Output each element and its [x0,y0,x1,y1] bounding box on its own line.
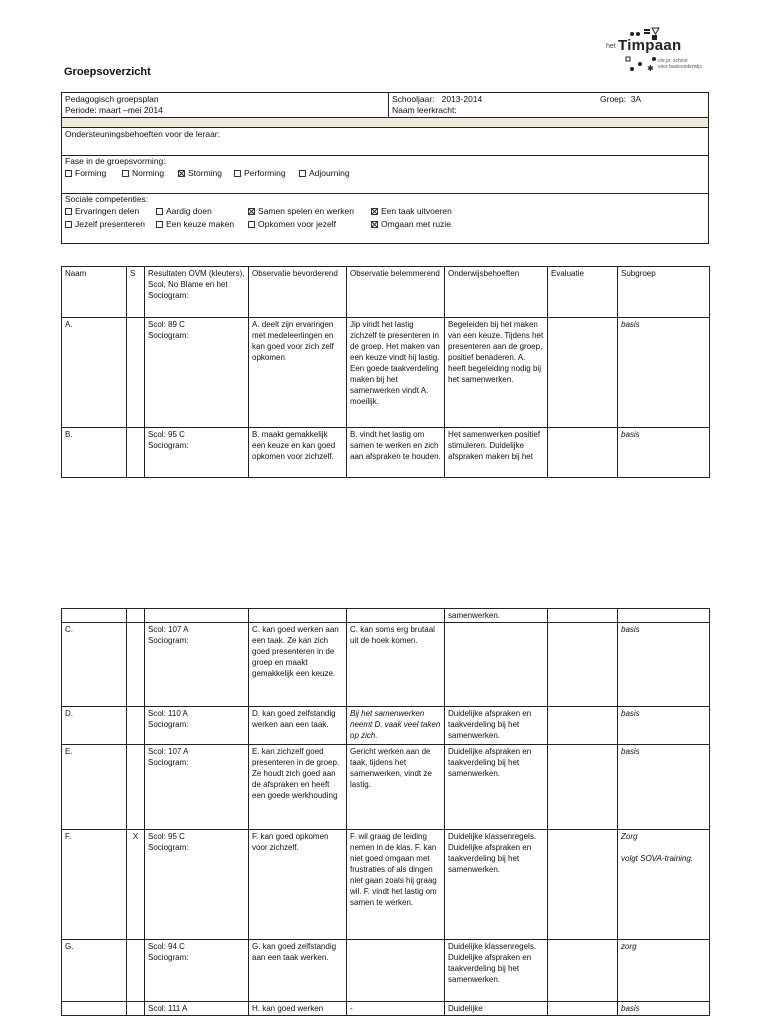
support-mark [127,1002,145,1016]
student-name: E. [62,745,127,830]
col-header-subgroup: Subgroep [618,267,710,318]
header-spacer [62,118,708,128]
student-name: B. [62,428,127,478]
subgroup-cell: basis [618,707,710,745]
support-mark [127,745,145,830]
checked-box-icon[interactable] [248,208,255,215]
document-title: Groepsoverzicht [64,66,151,78]
results-cell: Scol: 94 C Sociogram: [145,940,249,1002]
checkbox-icon[interactable] [156,208,163,215]
group-overview-table [61,266,710,478]
negative-observation: C. kan soms erg brutaal uit de hoek komen. [347,623,445,707]
positive-observation: C. kan goed werken aan een taak. Ze kan zich goed presenteren in de groep en maakt gemakkelijk een keuze. [249,623,347,707]
group-phase-row [62,156,708,194]
educational-needs: Duidelijke [445,1002,548,1016]
evaluation-cell [548,428,618,478]
phase-norming-option[interactable]: Norming [122,168,164,178]
social-label: Sociale competenties: [65,194,149,204]
positive-observation: G. kan goed zelfstandig aan een taak werken. [249,940,347,1002]
evaluation-cell [548,745,618,830]
results-cell: Scol: 107 A Sociogram: [145,745,249,830]
educational-needs [445,623,548,707]
negative-observation: Bij het samenwerken neemt D. vaak veel taken op zich. [347,707,445,745]
educational-needs: Duidelijke klassenregels. Duidelijke afspraken en taakverdeling bij het samenwerken. [445,940,548,1002]
student-name: G. [62,940,127,1002]
col-header-results: Resultaten OVM (kleuters), Scol, No Blame en het Sociogram: [145,267,249,318]
phase-performing-option[interactable]: Performing [234,168,286,178]
table-row [62,428,710,478]
evaluation-cell [548,707,618,745]
positive-observation: F. kan goed opkomen voor zichzelf. [249,830,347,940]
support-mark [127,318,145,428]
svg-text:✱: ✱ [647,64,654,73]
checkbox-icon[interactable] [122,170,129,177]
support-needs-row [62,128,708,156]
plan-info-row [62,93,708,118]
educational-needs: Duidelijke afspraken en taakverdeling bij het samenwerken. [445,745,548,830]
subgroup-cell: basis [618,318,710,428]
evaluation-cell [548,1002,618,1016]
evaluation-cell [548,830,618,940]
logo-tagline-1: chr.pr. school [658,58,688,64]
results-cell: Scol: 89 C Sociogram: [145,318,249,428]
period-label: Periode: maart –mei 2014 [65,105,163,115]
positive-observation: D. kan goed zelfstandig werken aan een taak. [249,707,347,745]
support-needs-label: Ondersteuningsbehoeften voor de leraar: [65,129,220,139]
checkbox-icon[interactable] [248,221,255,228]
checkbox-icon[interactable] [234,170,241,177]
negative-observation: F. wil graag de leiding nemen in de klas. F. kan niet goed omgaan met frustraties of als dingen niet gaan zoals hij graag wil. F. vindt het lastig om samen te werken. [347,830,445,940]
table-header-row [62,267,710,318]
social-keuze-maken-option[interactable]: Een keuze maken [156,219,234,229]
plan-header [61,92,709,244]
group-overview-table-continued [61,608,710,1016]
results-cell: Scol: 95 C Sociogram: [145,428,249,478]
results-cell: Scol: 111 A [145,1002,249,1016]
subgroup-cell: basis [618,745,710,830]
social-opkomen-option[interactable]: Opkomen voor jezelf [248,219,336,229]
support-mark: X [127,830,145,940]
logo-name: Timpaan [618,37,682,54]
phase-adjourning-option[interactable]: Adjourning [299,168,350,178]
table-row [62,707,710,745]
support-mark [127,707,145,745]
table-row [62,623,710,707]
teacher-label: Naam leerkracht: [392,105,457,115]
student-name: F. [62,830,127,940]
social-aardig-doen-option[interactable]: Aardig doen [156,206,212,216]
negative-observation [347,940,445,1002]
social-samen-spelen-option[interactable]: Samen spelen en werken [248,206,354,216]
logo-prefix: het [606,43,616,50]
table-row [62,745,710,830]
col-header-evaluation: Evaluatie [548,267,618,318]
social-taak-uitvoeren-option[interactable]: Een taak uitvoeren [371,206,452,216]
checked-box-icon[interactable] [178,170,185,177]
subgroup-cell: basis [618,1002,710,1016]
negative-observation: Jip vindt het lastig zichzelf te presenteren in de groep. Het maken van een keuze vindt hij lastig. Een goede taakverdeling maken bij het samenwerken vindt A. moeilijk. [347,318,445,428]
support-mark [127,940,145,1002]
evaluation-cell [548,940,618,1002]
positive-observation: H. kan goed werken [249,1002,347,1016]
results-cell: Scol: 110 A Sociogram: [145,707,249,745]
positive-observation: B. maakt gemakkelijk een keuze en kan goed opkomen voor zichzelf. [249,428,347,478]
subgroup-cell: Zorg volgt SOVA-training. [618,830,710,940]
student-name: D. [62,707,127,745]
negative-observation: B. vindt het lastig om samen te werken en zich aan afspraken te houden. [347,428,445,478]
educational-needs: Het samenwerken positief stimuleren. Duidelijke afspraken maken bij het [445,428,548,478]
phase-label: Fase in de groepsvorming: [65,156,166,166]
logo-tagline-2: voor basisonderwijs [658,64,702,70]
negative-observation: - [347,1002,445,1016]
student-name [62,1002,127,1016]
col-header-s: S [127,267,145,318]
phase-forming-option[interactable]: Forming [65,168,106,178]
support-mark [127,623,145,707]
evaluation-cell [548,318,618,428]
logo-shapes-icon [604,26,714,82]
table-row [62,830,710,940]
plan-label: Pedagogisch groepsplan [65,94,159,104]
table-row [62,318,710,428]
checkbox-icon[interactable] [299,170,306,177]
group-label: Groep: 3A [600,94,642,104]
positive-observation: E. kan zichzelf goed presenteren in de groep. Ze houdt zich goed aan de afspraken en heeft een goede werkhouding [249,745,347,830]
table-row [62,1002,710,1016]
educational-needs: Begeleiden bij het maken van een keuze. Tijdens het presenteren aan de groep, positief benaderen. A. heeft begeleiding nodig bij het samenwerken. [445,318,548,428]
student-name: C. [62,623,127,707]
table-row [62,940,710,1002]
positive-observation: A. deelt zijn ervaringen met medeleerlingen en kan goed voor zich zelf opkomen [249,318,347,428]
school-logo [604,26,714,82]
results-cell: Scol: 107 A Sociogram: [145,623,249,707]
student-name: A. [62,318,127,428]
evaluation-cell [548,623,618,707]
social-competences-row [62,194,708,245]
social-omgaan-ruzie-option[interactable]: Omgaan met ruzie [371,219,451,229]
checkbox-icon[interactable] [65,221,72,228]
phase-storming-option[interactable]: Storming [178,168,222,178]
table-row [62,609,710,623]
social-jezelf-presenteren-option[interactable]: Jezelf presenteren [65,219,145,229]
educational-needs: Duidelijke afspraken en taakverdeling bij het samenwerken. [445,707,548,745]
subgroup-cell: basis [618,623,710,707]
educational-needs: Duidelijke klassenregels. Duidelijke afspraken en taakverdeling bij het samenwerken. [445,830,548,940]
checkbox-icon[interactable] [65,170,72,177]
checked-box-icon[interactable] [371,208,378,215]
col-header-name: Naam [62,267,127,318]
educational-needs: samenwerken. [445,609,548,623]
subgroup-cell: basis [618,428,710,478]
col-header-needs: Onderwijsbehoeften [445,267,548,318]
social-ervaringen-delen-option[interactable]: Ervaringen delen [65,206,139,216]
checkbox-icon[interactable] [65,208,72,215]
checked-box-icon[interactable] [371,221,378,228]
support-mark [127,428,145,478]
negative-observation: Gericht werken aan de taak, tijdens het samenwerken, vindt ze lastig. [347,745,445,830]
results-cell: Scol: 95 C Sociogram: [145,830,249,940]
col-header-positive: Observatie bevorderend [249,267,347,318]
col-header-negative: Observatie belemmerend [347,267,445,318]
schoolyear-label: Schooljaar: 2013-2014 [392,94,483,104]
checkbox-icon[interactable] [156,221,163,228]
subgroup-cell: zorg [618,940,710,1002]
